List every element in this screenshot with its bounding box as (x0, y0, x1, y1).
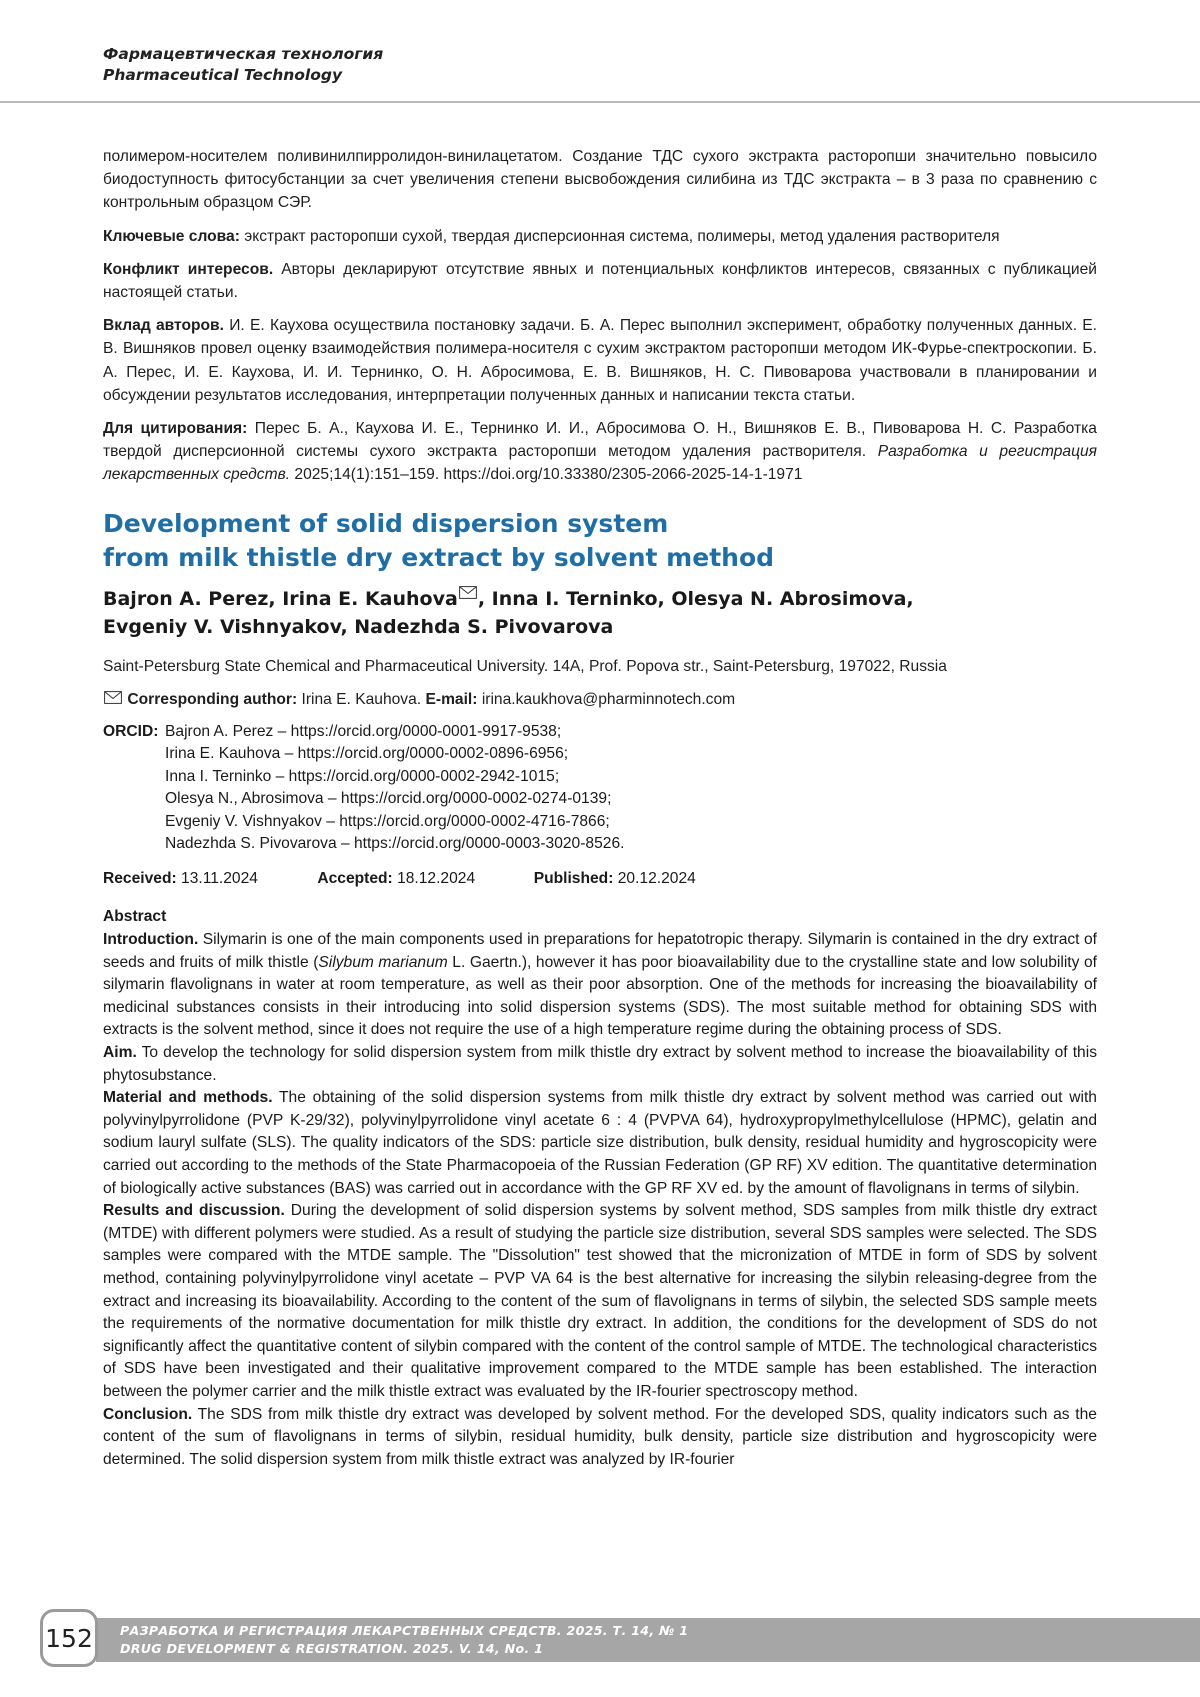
citation-doi[interactable]: 2025;14(1):151–159. https://doi.org/10.33380/2305-2066-2025-14-1-1971 (294, 466, 803, 484)
running-header (103, 44, 1103, 86)
keywords (103, 225, 1097, 248)
author-contribution (103, 314, 1097, 407)
orcid-item[interactable]: Inna I. Terninko – https://orcid.org/0000-0002-2942-1015; (165, 767, 560, 785)
abstract-conclusion (103, 1404, 1097, 1472)
keywords-label: Ключевые слова: (103, 227, 240, 245)
abstract-introduction (103, 929, 1097, 1042)
introduction-text-b: L. Gaertn.), however it has poor bioavailability due to the crystalline state and low solubility of silymarin flavolignans in water at room temperature, as well as their poor absorption. One of the methods for increasing the bioavailability of medicinal substances consists in their introducing into solid dispersion systems (SDS). The most suitable method for obtaining SDS with extracts is the solvent method, since it does not require the use of a high temperature regime during the obtaining process of SDS. (103, 953, 1097, 1039)
article-title (103, 507, 1097, 575)
corresponding-author (103, 688, 1097, 711)
publication-dates (103, 867, 1097, 890)
results-label: Results and discussion. (103, 1202, 285, 1220)
orcid-item[interactable]: Olesya N., Abrosimova – https://orcid.org/0000-0002-0274-0139; (165, 790, 612, 808)
conflict-text: Авторы декларируют отсутствие явных и потенциальных конфликтов интересов, связанных с публикацией настоящей статьи. (103, 260, 1097, 302)
citation-text: Перес Б. А., Каухова И. Е., Тернинко И. И., Абросимова О. Н., Вишняков Е. В., Пивоварова Н. С. Разработка твердой дисперсионной системы сухого экстракта расторопши методом удаления растворителя. (103, 420, 1097, 461)
title-line-2: from milk thistle dry extract by solvent method (103, 542, 775, 572)
published-date (534, 867, 696, 890)
orcid-item[interactable]: Nadezhda S. Pivovarova – https://orcid.org/0000-0003-3020-8526. (165, 835, 625, 853)
citation-journal: Разработка и регистрация лекарственных средств. (103, 443, 1098, 484)
received-value: 13.11.2024 (181, 870, 258, 888)
contribution-text: И. Е. Каухова осуществила постановку задачи. Б. А. Перес выполнил эксперимент, обработку полученных данных. Е. В. Вишняков провел оценку взаимодействия полимера-носителя с сухим экстрактом расторопши методом ИК-Фурье-спектроскопии. Б. А. Перес, И. Е. Каухова, И. И. Тернинко, О. Н. Абросимова, Е. В. Вишняков, Н. С. Пивоварова участвовали в планировании и обсуждении результатов исследования, интерпретации полученных данных и написании текста статьи. (103, 317, 1098, 404)
conclusion-label: Conclusion. (103, 1405, 193, 1423)
author-list (103, 585, 1097, 641)
orcid-item[interactable]: Evgeniy V. Vishnyakov – https://orcid.org/0000-0002-4716-7866; (165, 812, 610, 830)
species-name: Silybum marianum (318, 953, 448, 971)
orcid-item[interactable]: Bajron A. Perez – https://orcid.org/0000-0001-9917-9538; (165, 723, 562, 741)
results-text: During the development of solid dispersion systems by solvent method, SDS samples from milk thistle dry extract (MTDE) with different polymers were studied. As a result of studying the particle size distribution, several SDS samples were selected. The SDS samples were compared with the MTDE sample. The "Dissolution" test showed that the micronization of MTDE in form of SDS by solvent method, containing polyvinylpyrrolidone vinyl acetate – PVP VA 64 is the best alternative for increasing the silybin releasing-degree from the extract and increasing its bioavailability. According to the content of the sum of flavolignans in terms of silybin, the selected SDS sample meets the requirements of the normative documentation for milk thistle dry extract. In addition, the conditions for the development of SDS do not significantly affect the quantitative content of silybin compared with the content of the control sample of MTDE. The technological characteristics of SDS have been investigated and their qualitative improvement compared to the MTDE sample has been established. The interaction between the polymer carrier and the milk thistle extract was evaluated by the IR-fourier spectroscopy method. (103, 1202, 1097, 1400)
introduction-text-a: Silymarin is one of the main components used in preparations for hepatotropic therapy. Silymarin is contained in the dry extract of seeds and fruits of milk thistle ( (103, 931, 1097, 971)
envelope-icon (459, 586, 477, 599)
published-value: 20.12.2024 (617, 870, 696, 888)
envelope-icon (104, 691, 122, 704)
accepted-value: 18.12.2024 (397, 870, 476, 888)
orcid-list (165, 721, 624, 855)
orcid-block (103, 721, 1097, 855)
methods-text: The obtaining of the solid dispersion systems from milk thistle dry extract by solvent method was carried out with polyvinylpyrrolidone (PVP K-29/32), polyvinylpyrrolidone vinyl acetate 6 : 4 (PVPVA 64), hydroxypropylmethylcellulose (HPMC), gelatin and sodium lauryl sulfate (SLS). The quality indicators of the SDS: particle size distribution, bulk density, residual humidity and hygroscopicity were carried out according to the methods of the State Pharmacopoeia of the Russian Federation (GP RF) XV edition. The quantitative determination of biologically active substances (BAS) was carried out in accordance with the GP RF XV ed. by the amount of flavolignans in terms of silybin. (103, 1089, 1097, 1197)
conflict-of-interest (103, 258, 1097, 304)
authors-part-2: , Inna I. Terninko, Olesya N. Abrosimova, (477, 587, 914, 610)
section-title-en: Pharmaceutical Technology (103, 66, 343, 84)
citation-label: Для цитирования: (103, 420, 248, 438)
aim-text: To develop the technology for solid dispersion system from milk thistle dry extract by solvent method to increase the bioavailability of this phytosubstance. (103, 1044, 1097, 1084)
affiliation: Saint-Petersburg State Chemical and Pharmaceutical University. 14A, Prof. Popova str., Saint-Petersburg, 197022, Russia (103, 657, 947, 675)
conclusion-text: The SDS from milk thistle dry extract was developed by solvent method. For the developed SDS, quality indicators such as the content of the sum of flavolignans in terms of silybin, residual humidity, bulk density, particle size distribution and hygroscopicity were determined. The solid dispersion system from milk thistle extract was analyzed by IR-fourier (103, 1405, 1097, 1468)
section-title-ru: Фармацевтическая технология (103, 45, 384, 63)
journal-footer-en: DRUG DEVELOPMENT & REGISTRATION. 2025. V. 14, No. 1 (120, 1641, 544, 1656)
accepted-date (317, 867, 529, 890)
published-label: Published: (533, 870, 614, 888)
email-label: E-mail: (425, 690, 478, 708)
corresponding-label: Corresponding author: (127, 690, 298, 708)
abstract-results (103, 1200, 1097, 1403)
received-label: Received: (103, 870, 177, 888)
conflict-label: Конфликт интересов. (103, 260, 274, 278)
abstract-heading: Abstract (103, 908, 167, 926)
keywords-text: экстракт расторопши сухой, твердая дисперсионная система, полимеры, метод удаления растворителя (244, 227, 1000, 245)
abstract-aim (103, 1042, 1097, 1087)
journal-footer-ru: РАЗРАБОТКА И РЕГИСТРАЦИЯ ЛЕКАРСТВЕННЫХ СРЕДСТВ. 2025. Т. 14, № 1 (120, 1623, 689, 1638)
corresponding-name: Irina E. Kauhova. (301, 690, 422, 708)
orcid-label: ORCID: (103, 723, 159, 741)
introduction-label: Introduction. (103, 931, 199, 949)
orcid-item[interactable]: Irina E. Kauhova – https://orcid.org/0000-0002-0896-6956; (165, 745, 569, 763)
page-body (103, 145, 1097, 1471)
authors-line-2: Evgeniy V. Vishnyakov, Nadezhda S. Pivovarova (103, 615, 614, 638)
ru-abstract-tail: полимером-носителем поливинилпирролидон-винилацетатом. Создание ТДС сухого экстракта расторопши значительно повысило биодоступность фитосубстанции за счет увеличения степени высвобождения силибина из ТДС экстракта – в 3 раза по сравнению с контрольным образцом СЭР. (103, 148, 1097, 212)
title-line-1: Development of solid dispersion system (103, 508, 669, 538)
received-date (103, 867, 313, 890)
aim-label: Aim. (103, 1044, 137, 1062)
abstract-methods (103, 1087, 1097, 1200)
methods-label: Material and methods. (103, 1089, 273, 1107)
citation (103, 417, 1097, 487)
authors-part-1: Bajron A. Perez, Irina E. Kauhova (103, 587, 458, 610)
accepted-label: Accepted: (317, 870, 393, 888)
header-divider (0, 101, 1200, 103)
email-link[interactable]: irina.kaukhova@pharminnotech.com (481, 690, 736, 708)
journal-footer (120, 1622, 688, 1658)
contribution-label: Вклад авторов. (103, 317, 224, 335)
page-number: 152 (40, 1609, 98, 1667)
